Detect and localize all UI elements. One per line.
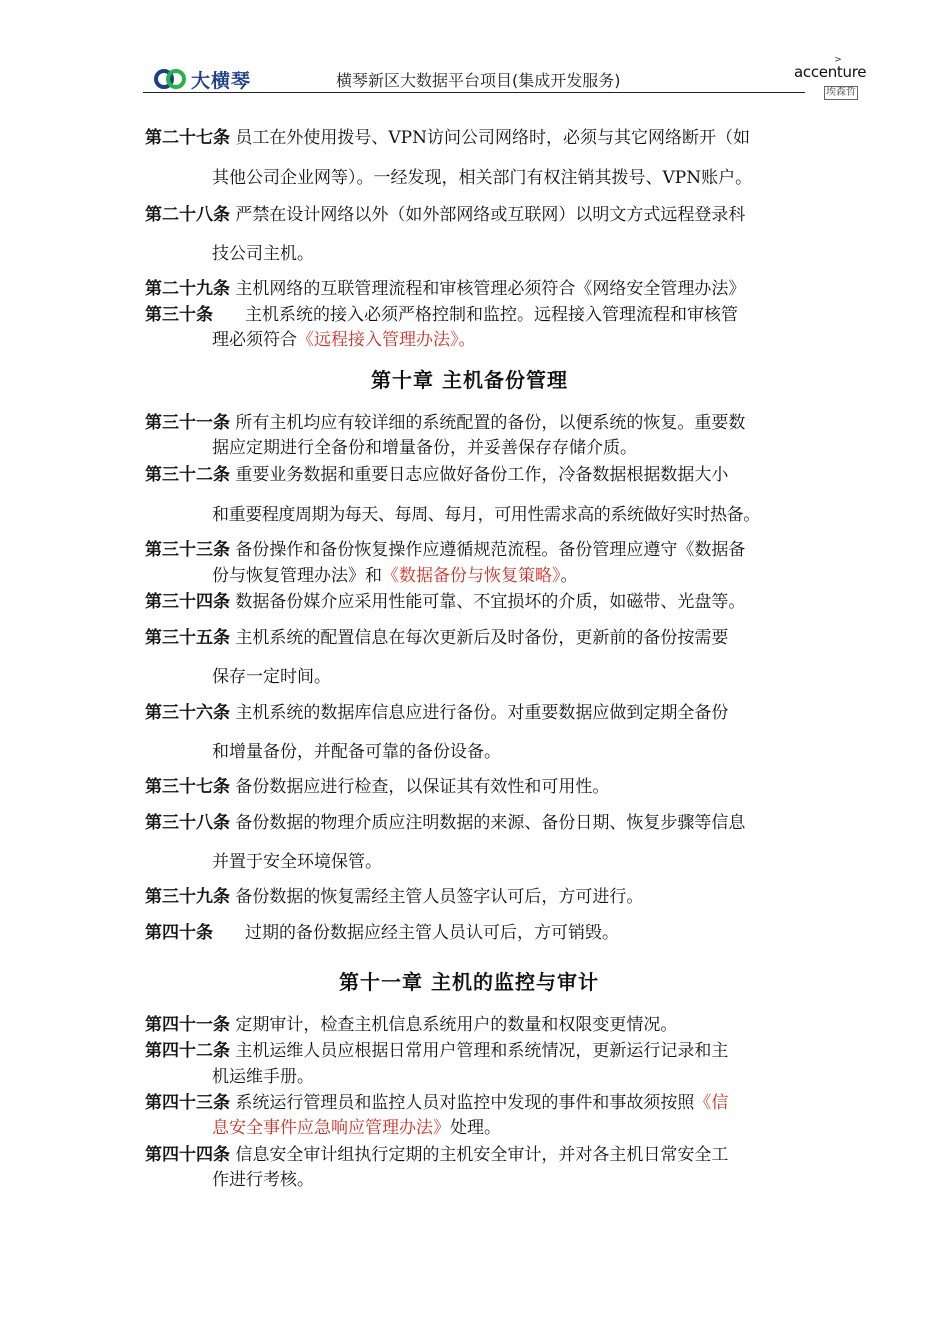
article-number: 第四十三条 [145, 1093, 230, 1113]
article-32-line-2: 和重要程度周期为每天、每周、每月，可用性需求高的系统做好实时热备。 [212, 505, 760, 525]
article-text: 份与恢复管理办法》和 [212, 566, 382, 586]
article-30-line-1 [145, 304, 738, 326]
reference-link-backup-strategy[interactable]: 《数据备份与恢复策略》 [382, 566, 561, 586]
article-37-line-1 [145, 776, 609, 798]
accenture-logo [794, 55, 867, 100]
chapter-11-heading: 第十一章 主机的监控与审计 [339, 970, 599, 994]
article-text: 数据备份媒介应采用性能可靠、不宜损坏的介质，如磁带、光盘等。 [235, 592, 746, 612]
article-text: 处理。 [450, 1118, 501, 1138]
article-27-line-2: 其他公司企业网等）。一经发现，相关部门有权注销其拨号、VPN账户。 [212, 168, 753, 188]
article-36-line-1 [145, 702, 728, 724]
article-text: 备份数据的恢复需经主管人员签字认可后，方可进行。 [235, 887, 644, 907]
article-35-line-1 [145, 627, 728, 649]
article-43-line-2 [212, 1117, 501, 1139]
article-31-line-2: 据应定期进行全备份和增量备份，并妥善保存存储介质。 [212, 438, 637, 458]
article-text: 过期的备份数据应经主管人员认可后，方可销毁。 [245, 923, 619, 943]
article-text: 系统运行管理员和监控人员对监控中发现的事件和事故须按照 [235, 1093, 695, 1113]
article-text: 。 [560, 566, 578, 586]
article-text: 信息安全审计组执行定期的主机安全审计，并对各主机日常安全工 [235, 1145, 729, 1165]
reference-link-incident-response-cont[interactable]: 息安全事件应急响应管理办法》 [212, 1118, 450, 1138]
hengqin-logo [153, 66, 251, 92]
article-29-line-1 [145, 278, 745, 300]
article-text: 定期审计，检查主机信息系统用户的数量和权限变更情况。 [235, 1015, 678, 1035]
article-text: 备份操作和备份恢复操作应遵循规范流程。备份管理应遵守《数据备 [235, 540, 746, 560]
article-number: 第三十八条 [145, 813, 230, 833]
article-number: 第四十二条 [145, 1041, 230, 1061]
article-35-line-2: 保存一定时间。 [212, 667, 331, 687]
article-number: 第三十一条 [145, 413, 230, 433]
article-number: 第二十九条 [145, 279, 230, 299]
article-33-line-1 [145, 539, 745, 561]
article-text: 主机系统的数据库信息应进行备份。对重要数据应做到定期全备份 [235, 703, 729, 723]
article-number: 第三十五条 [145, 628, 230, 648]
logo-text: 大横琴 [191, 69, 252, 92]
article-40-line-1 [145, 922, 619, 944]
article-text: 主机系统的接入必须严格控制和监控。远程接入管理流程和审核管 [245, 305, 738, 325]
article-text: 所有主机均应有较详细的系统配置的备份，以便系统的恢复。重要数 [235, 413, 746, 433]
article-30-line-2 [212, 329, 476, 351]
article-number: 第四十四条 [145, 1145, 230, 1165]
article-number: 第三十条 [145, 305, 213, 325]
article-28-line-1 [145, 204, 745, 226]
article-number: 第二十八条 [145, 205, 230, 225]
reference-link-incident-response[interactable]: 《信 [694, 1093, 729, 1113]
chapter-10-heading: 第十章 主机备份管理 [371, 368, 568, 392]
article-text: 主机运维人员应根据日常用户管理和系统情况，更新运行记录和主 [235, 1041, 729, 1061]
article-text: 员工在外使用拨号、VPN访问公司网络时，必须与其它网络断开（如 [235, 128, 750, 148]
article-number: 第三十九条 [145, 887, 230, 907]
page-header [0, 0, 950, 100]
article-text: 备份数据应进行检查，以保证其有效性和可用性。 [235, 777, 610, 797]
article-number: 第三十四条 [145, 592, 230, 612]
article-text: 主机系统的配置信息在每次更新后及时备份，更新前的备份按需要 [235, 628, 729, 648]
article-text: 严禁在设计网络以外（如外部网络或互联网）以明文方式远程登录科 [235, 205, 746, 225]
article-38-line-2: 并置于安全环境保管。 [212, 852, 382, 872]
article-text: 备份数据的物理介质应注明数据的来源、备份日期、恢复步骤等信息 [235, 813, 746, 833]
article-41-line-1 [145, 1014, 677, 1036]
article-text: 主机网络的互联管理流程和审核管理必须符合《网络安全管理办法》 [235, 279, 746, 299]
article-38-line-1 [145, 812, 745, 834]
article-number: 第四十一条 [145, 1015, 230, 1035]
article-31-line-1 [145, 412, 745, 434]
article-44-line-2: 作进行考核。 [212, 1170, 314, 1190]
article-number: 第四十条 [145, 923, 213, 943]
article-number: 第三十二条 [145, 465, 230, 485]
accenture-chevron-icon: > [834, 55, 842, 65]
article-33-line-2 [212, 565, 578, 587]
article-27-line-1 [145, 127, 750, 149]
header-divider [143, 92, 805, 93]
article-36-line-2: 和增量备份，并配备可靠的备份设备。 [212, 742, 501, 762]
article-text: 理必须符合 [212, 330, 297, 350]
article-number: 第三十七条 [145, 777, 230, 797]
article-28-line-2: 技公司主机。 [212, 244, 314, 264]
article-text: 重要业务数据和重要日志应做好备份工作，冷备数据根据数据大小 [235, 465, 729, 485]
article-43-line-1 [145, 1092, 728, 1114]
article-number: 第三十三条 [145, 540, 230, 560]
article-34-line-1 [145, 591, 745, 613]
article-44-line-1 [145, 1144, 728, 1166]
article-number: 第三十六条 [145, 703, 230, 723]
header-title: 横琴新区大数据平台项目(集成开发服务) [336, 71, 621, 90]
accenture-wordmark: accenture [794, 63, 867, 81]
accenture-chinese-mark: 埃森哲 [826, 87, 856, 98]
reference-link-remote-access[interactable]: 《远程接入管理办法》。 [297, 330, 476, 350]
article-number: 第二十七条 [145, 128, 230, 148]
article-39-line-1 [145, 886, 643, 908]
article-42-line-1 [145, 1040, 728, 1062]
hengqin-logo-icon [153, 68, 187, 90]
article-42-line-2: 机运维手册。 [212, 1067, 314, 1087]
article-32-line-1 [145, 464, 728, 486]
